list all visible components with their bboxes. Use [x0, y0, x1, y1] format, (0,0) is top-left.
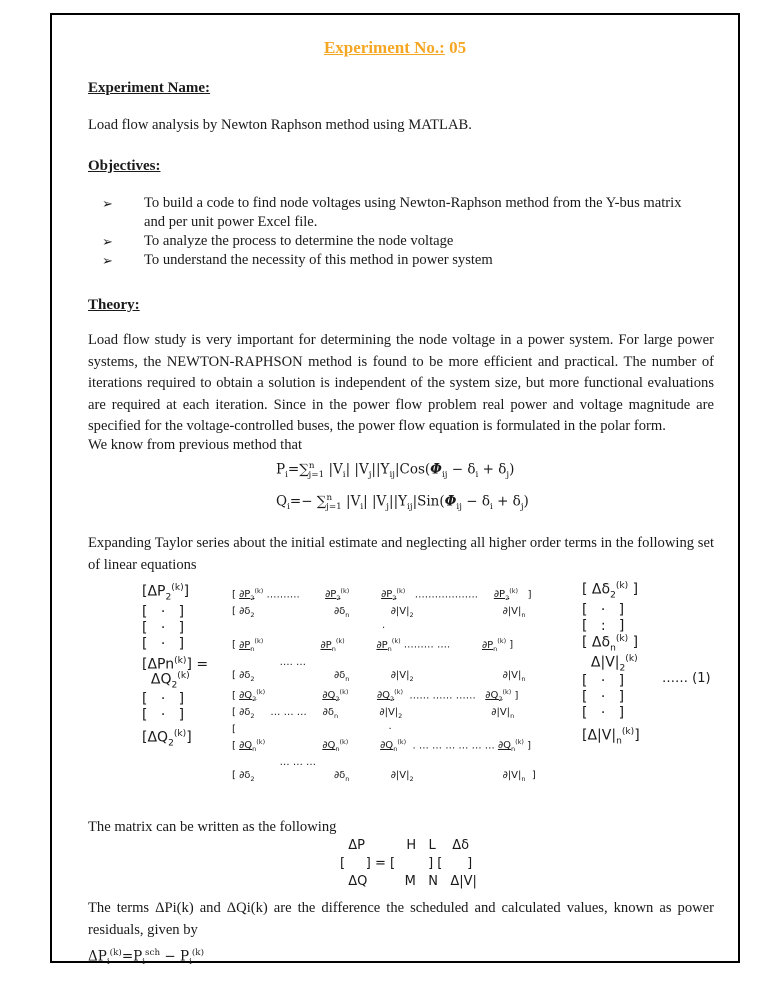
experiment-number: 05	[449, 38, 467, 57]
theory-paragraph-4: The matrix can be written as the following	[88, 819, 337, 835]
experiment-label: Experiment No.:	[323, 38, 445, 57]
compact-matrix-equation: ΔP H L Δδ [ ] = [ ] [ ] ΔQ M N Δ|V|	[340, 838, 477, 889]
lhs-vector: $[\Delta P_2^{(k)}]$ [ · ] [ · ] [ · ] [ΔPn$^{(k)}$] = $\Delta Q_2^{(k)}$ [ · ] [ · ] $[\Delta Q_2^{(k)}]$	[142, 583, 209, 749]
power-residual-equation: $\Delta P_i^{(k)}=P_i^{sch} - P_i^{(k)}$	[88, 948, 205, 968]
experiment-name-heading: Experiment Name:	[88, 80, 211, 96]
objective-item: ➢ To analyze the process to determine the node voltage	[102, 233, 454, 249]
objective-item-continued: and per unit power Excel file.	[144, 214, 318, 230]
objective-item: ➢ To build a code to find node voltages using Newton-Raphson method from the Y-bus matrix	[102, 195, 682, 211]
objective-item: ➢ To understand the necessity of this method in power system	[102, 252, 493, 268]
theory-paragraph-5: The terms ΔPi(k) and ΔQi(k) are the difference the scheduled and calculated values, known as power residuals, given by	[88, 900, 714, 938]
equation-P: $P_i=\sum^n_{j=1}$ $|V_i|$ $|V_j||Y_{ij}|Cos(\Phi_{ij} - \delta_i + \delta_j)$	[276, 461, 515, 481]
experiment-title	[52, 38, 738, 58]
rhs-vector: [ $\Delta\delta_2^{(k)}$ ] [ · ] [ : ] [ $\Delta\delta_n^{(k)}$ ] $\Delta|V|_2^{(k)}$ [ · ] [ · ] [ · ] $[\Delta|V|_n^{(k)}]$	[582, 581, 640, 747]
theory-heading: Theory:	[88, 297, 140, 313]
objectives-heading: Objectives:	[88, 158, 161, 174]
jacobian-matrix: [ $\partial P_2^{(k)}$ ………. $\partial P_2^{(k)}$ $\partial P_2^{(k)}$ ………………. $\partial P_2^{(k)}$ ] [ $\partial\delta_2$ $\partial\delta_n$ $\partial|V|_2$ $\partial|V|_n$ · [ $\partial P_n^{(k)}$ $\partial P_n^{(k)}$ $\partial P_n^{(k)}$ ……… …. $\partial P_n^{(k)}$ ] …. … [ $\partial\delta_2$ $\partial\delta_n$ $\partial|V|_2$ $\partial|V|_n$ [ $\partial Q_2^{(k)}$ $\partial Q_2^{(k)}$ $\partial Q_2^{(k)}$ …… …… …… $\partial Q_2^{(k)}$ ] [ $\partial\delta_2$ … … … $\partial\delta_n$ $\partial|V|_2$ $\partial|V|_n$ [ · [ $\partial Q_n^{(k)}$ $\partial Q_n^{(k)}$ $\partial Q_n^{(k)}$ . … … … … … … $\partial Q_n^{(k)}$ ] … … … [ $\partial\delta_2$ $\partial\delta_n$ $\partial|V|_2$ $\partial|V|_n$ ]	[232, 587, 536, 784]
objectives-list	[88, 194, 728, 270]
arrow-bullet-icon: ➢	[102, 253, 113, 268]
arrow-bullet-icon: ➢	[102, 196, 113, 211]
equation-Q: $Q_i=- \sum^n_{j=1}$ $|V_i|$ $|V_j||Y_{ij}|Sin(\Phi_{ij} - \delta_i + \delta_j)$	[276, 493, 529, 513]
theory-paragraph-2: We know from previous method that	[88, 437, 303, 453]
document-frame	[50, 13, 740, 968]
theory-paragraph-1: Load flow study is very important for determining the node voltage in a power system. For large power systems, the NEWTON-RAPHSON method is found to be more efficient and practical. The number of iterations required to obtain a solution is independent of the system size, but more functional evaluations are required at each iteration. Since in the power flow problem real power and voltage magnitude are specified for the voltage-controlled buses, the power flow equation is formulated in the polar form.	[88, 332, 714, 434]
equation-number: …… (1)	[662, 671, 711, 686]
experiment-name-text: Load flow analysis by Newton Raphson method using MATLAB.	[88, 117, 472, 133]
arrow-bullet-icon: ➢	[102, 234, 113, 249]
theory-paragraph-3: Expanding Taylor series about the initial estimate and neglecting all higher order terms in the following set of linear equations	[88, 535, 714, 573]
